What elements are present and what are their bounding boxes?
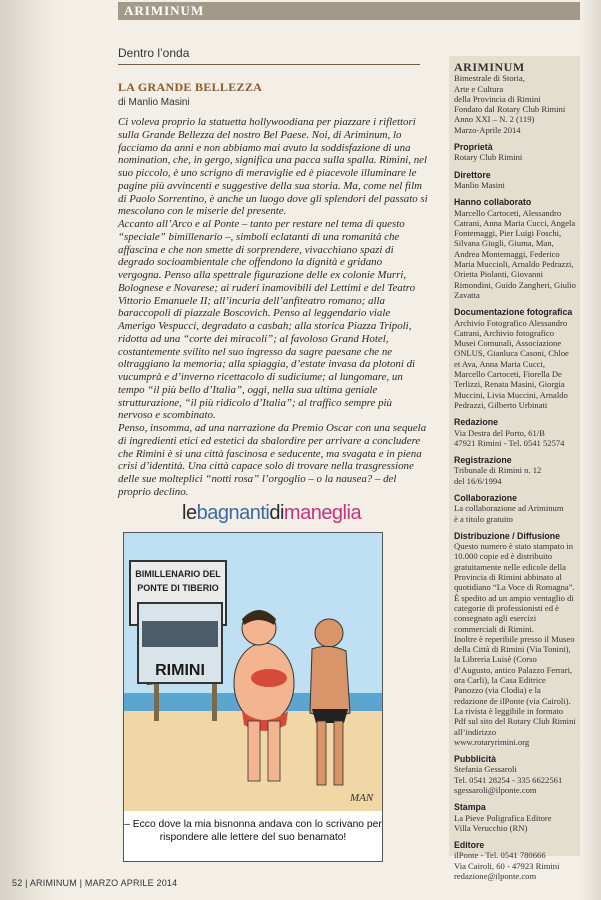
masthead-heading: Hanno collaborato <box>454 197 532 208</box>
logo-part: le <box>182 502 197 524</box>
masthead-heading: Distribuzione / Diffusione <box>454 530 561 541</box>
logo-part: maneglia <box>283 502 362 524</box>
article-paragraph: Accanto all’Arco e al Ponte – tanto per restare nel tema di questo “speciale” bimillenario –, simboli eclatanti di una romanità che affascina e che non smette di sorprendere, vivacchiano spazi di degrado socioambientale che offendono la dignità e gridano vergogna. Penso alla spettrale figurazione delle ex colonie Murri, Bolognese e Novarese; ai ruderi inamovibili del Lettimi e del Teatro Vittorio Emanuele II; all’incuria dell’anfiteatro romano; alla baraccopoli di piazzale Boscovich. Penso al leggendario viale Amerigo Vespucci, degradato a casbah; alla storica Piazza Tripoli, ridotta ad una “corte dei miracoli”; al favoloso Grand Hotel, costantemente svilito nel suo ingresso da sagre paesane che ne oltraggiano la memoria; alla spiaggia, d’estate invasa da plotoni di vucumprà e d’inverno ricettacolo di sudiciume; al lungomare, un tempo “il più bello d’Italia”, oggi, nella sua ultima geniale strutturazione, “il più ridicolo d’Italia”; al traffico sempre più nervoso e scombinato. <box>118 218 416 422</box>
section-rule <box>118 64 420 65</box>
masthead-text: La Pieve Poligrafica Editore Villa Verucchio (RN) <box>454 812 552 833</box>
cartoon-illustration <box>124 533 382 861</box>
masthead-text: Questo numero è stato stampato in 10.000 copie ed è distribuito gratuitamente nelle edicole della Provincia di Rimini abbinato al quotidiano “La Voce di Romagna”. È spedito ad un ampio ventaglio di categorie di professionisti ed è consegnato agli esercizi commerciali di Rimini. Inoltre è reperibile presso il Museo della Città di Rimini (Via Tonini), la Libreria Luisè (Corso d’Augusto, antico Palazzo Ferrari, ora Carli), la Casa Editrice Panozzo (via Clodia) e la redazione de ilPonte (via Cairoli). La rivista è leggibile in formato Pdf sul sito del Rotary Club Rimini all’indirizzo www.rotaryrimini.org <box>454 541 576 747</box>
header-magazine-name: ARIMINUM <box>124 3 205 18</box>
masthead-block <box>454 802 576 833</box>
masthead-block <box>454 531 576 747</box>
masthead-heading: Redazione <box>454 417 498 428</box>
masthead-intro: Bimestrale di Storia, Arte e Cultura della Provincia di Rimini Fondato dal Rotary Club Rimini Anno XXI – N. 2 (119) Marzo-Aprile 2014 <box>454 73 566 135</box>
masthead-text: Manlio Masini <box>454 179 505 190</box>
sign-line-1: BIMILLENARIO DEL <box>135 569 221 579</box>
article-title: LA GRANDE BELLEZZA <box>118 80 263 94</box>
masthead-block <box>454 307 576 410</box>
sign-line-2: PONTE DI TIBERIO <box>137 583 219 593</box>
masthead-block <box>454 754 576 795</box>
sign-city-text: RIMINI <box>155 662 205 679</box>
masthead-heading: Stampa <box>454 802 486 813</box>
cartoonist-signature: MAN <box>350 792 374 804</box>
article-paragraph: Penso, insomma, ad una narrazione da Premio Oscar con una sequela di ingredienti etici ed estetici da sbalordire per arrivare a concludere che Rimini è sì una città fascinosa e seducente, ma svagata e in piena crisi d’identità. Una città capace solo di trovare nella trasgressione delle sue molteplici “notti rosa” l’orgoglio – o la nausea? – del proprio declino. <box>118 422 427 498</box>
article-body <box>118 116 428 499</box>
page-gutter-shadow <box>0 0 60 900</box>
cartoon-caption: – Ecco dove la mia bisnonna andava con lo scrivano per rispondere alle lettere del suo benamato! <box>124 819 382 843</box>
masthead-text: Rotary Club Rimini <box>454 152 523 163</box>
masthead-heading: Registrazione <box>454 455 512 466</box>
masthead-block <box>454 417 576 448</box>
masthead-text: Tribunale di Rimini n. 12 del 16/6/1994 <box>454 465 542 486</box>
masthead-text: ilPonte - Tel. 0541 780666 Via Cairoli, 60 - 47923 Rimini redazione@ilponte.com <box>454 850 560 882</box>
cartoon-series-logo <box>182 502 361 525</box>
masthead-block <box>454 840 576 881</box>
masthead-heading: Pubblicità <box>454 754 497 765</box>
masthead-block <box>454 197 576 300</box>
masthead-heading: Direttore <box>454 169 491 180</box>
masthead-text: Marcello Cartoceti, Alessandro Catrani, Anna Maria Cucci, Angela Fontemaggi, Pier Luigi Foschi, Silvana Giugli, Giuma, Man, Andrea Montemaggi, Federico Maria Muccioli, Arnaldo Pedrazzi, Orietta Piolanti, Giovanni Rimondini, Guido Zangheri, Giulio Zavatta <box>454 207 576 300</box>
masthead-heading: Proprietà <box>454 142 493 153</box>
masthead-sidebar <box>449 56 580 882</box>
masthead-text: La collaborazione ad Ariminum è a titolo gratuito <box>454 503 564 524</box>
masthead-block <box>454 493 576 524</box>
article-paragraph: Ci voleva proprio la statuetta hollywoodiana per piazzare i riflettori sulla Grande Bellezza del nostro Bel Paese. Noi, di Ariminum, lo facciamo da anni e non abbiamo mai avuto la soddisfazione di una nomination, che, in gergo, significa una pacca sulla spalla. Rimini, nel suo piccolo, è uno scrigno di meraviglie ed è piacevole illuminare le pagine più avvincenti e suggestive della sua storia. Ma, come nel film di Paolo Sorrentino, è anche un luogo dove gli splendori del passato si mescolano con le miserie del presente. <box>118 116 428 218</box>
masthead-block <box>454 170 576 191</box>
section-label: Dentro l’onda <box>118 46 190 60</box>
page-footer: 52 | ARIMINUM | MARZO APRILE 2014 <box>12 878 178 888</box>
article-author: di Manlio Masini <box>118 97 190 108</box>
logo-part: di <box>269 502 284 524</box>
masthead-block <box>454 455 576 486</box>
header-bar <box>118 2 580 20</box>
logo-part: bagnanti <box>196 502 270 524</box>
cartoon-panel <box>123 532 383 862</box>
masthead-heading: Documentazione fotografica <box>454 307 573 318</box>
page-edge-shadow <box>580 0 601 900</box>
masthead-text: Stefania Gessaroli Tel. 0541 28254 - 335 6622561 sgessaroli@ilponte.com <box>454 764 563 795</box>
masthead-title: ARIMINUM <box>454 60 525 74</box>
masthead-heading: Collaborazione <box>454 492 518 503</box>
masthead-text: Archivio Fotografico Alessandro Catrani, Archivio fotografico Musei Comunali, Associazione ONLUS, Gianluca Casoni, Chloe et Ava, Anna Maria Cucci, Marcello Cartoceti, Fiorella De Terlizzi, Renata Masini, Giorgia Muccini, Livia Muccini, Arnaldo Pedrazzi, Gilberto Urbinati <box>454 317 569 410</box>
masthead-block <box>454 142 576 163</box>
masthead-heading: Editore <box>454 840 485 851</box>
masthead-text: Via Destra del Porto, 61/B 47921 Rimini - Tel. 0541 52574 <box>454 427 565 448</box>
